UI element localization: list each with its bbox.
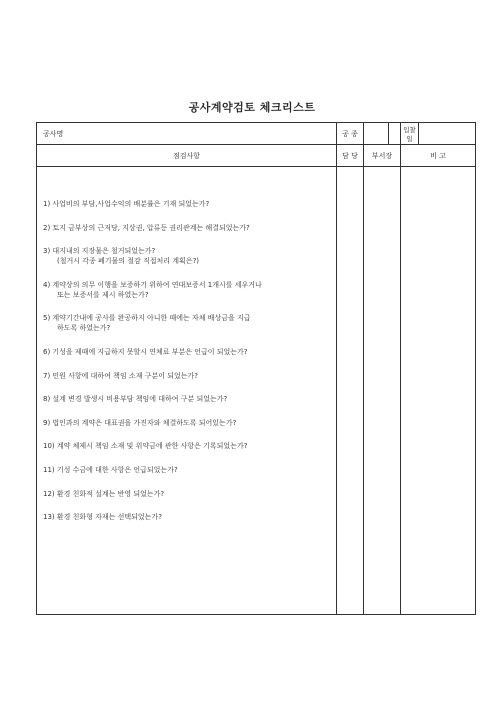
item-spacer <box>43 300 336 314</box>
check-item-subtext: (철거시 각종 폐기물의 절감 직접처리 계획은?) <box>57 257 200 266</box>
check-items-list <box>37 167 336 522</box>
department-head-label: 부서장 <box>364 145 401 167</box>
check-item <box>43 246 336 266</box>
check-item-text: 13) 환경 친화형 자재는 선택되었는가? <box>43 513 162 522</box>
check-item <box>43 512 336 522</box>
item-spacer <box>43 428 336 442</box>
header-row-project <box>37 123 476 145</box>
in-charge-label: 담 당 <box>337 145 364 167</box>
project-name-label: 공사명 <box>37 123 337 145</box>
check-item-text: 5) 계약기간내에 공사를 완공하지 아니한 때에는 자체 배상금을 지급 <box>43 314 251 323</box>
check-item-text: 9) 법인과의 계약은 대표권을 가진자와 체결하도록 되어있는가? <box>43 418 237 427</box>
spacer-cell <box>389 123 401 145</box>
check-item <box>43 371 336 381</box>
check-items-cell <box>37 167 337 615</box>
check-item <box>43 418 336 428</box>
check-item-text: 3) 대지내의 지장물은 철거되었는가? <box>43 247 156 256</box>
trade-label: 공 종 <box>337 123 364 145</box>
check-item-text: 7) 민원 사항에 대하여 책임 소재 구분이 되었는가? <box>43 371 198 380</box>
remarks-cell <box>401 167 476 615</box>
check-item-subtext: 하도록 하였는가? <box>57 324 111 333</box>
item-spacer <box>43 333 336 347</box>
date-label: 입찰일 <box>401 123 419 145</box>
body-row <box>37 167 476 615</box>
item-spacer <box>43 451 336 465</box>
department-head-cell <box>364 167 401 615</box>
check-item <box>43 394 336 404</box>
trade-value <box>364 123 389 145</box>
check-item <box>43 223 336 233</box>
item-spacer <box>43 381 336 395</box>
check-item-text: 6) 기성을 제때에 지급하지 못할시 연체료 부분은 언급이 되었는가? <box>43 347 248 356</box>
item-spacer <box>43 266 336 280</box>
item-spacer <box>43 475 336 489</box>
check-item-text: 11) 기성 수금에 대한 사항은 언급되었는가? <box>43 465 178 474</box>
check-item-text: 8) 설계 변경 발생시 비용부담 책임에 대하여 구분 되었는가? <box>43 395 228 404</box>
check-item <box>43 465 336 475</box>
check-item-text: 1) 사업비의 부담,사업수익의 배분률은 기재 되었는가? <box>43 200 210 208</box>
check-item-text: 10) 계약 체제시 책임 소재 및 위약금에 관한 사항은 기록되었는가? <box>43 442 248 451</box>
item-spacer <box>43 357 336 371</box>
item-spacer <box>43 404 336 418</box>
item-spacer <box>43 209 336 223</box>
in-charge-cell <box>337 167 364 615</box>
item-spacer <box>43 499 336 513</box>
checklist-table <box>36 122 476 615</box>
check-item <box>43 347 336 357</box>
remarks-label: 비 고 <box>401 145 476 167</box>
header-row-columns <box>37 145 476 167</box>
date-value <box>419 123 476 145</box>
check-item <box>43 199 336 209</box>
page-title: 공사계약검토 체크리스트 <box>188 101 316 114</box>
check-item <box>43 313 336 333</box>
check-items-label: 점검사항 <box>37 145 337 167</box>
check-item <box>43 441 336 451</box>
check-item-subtext: 또는 보증서를 제시 하였는가? <box>57 290 149 299</box>
item-spacer <box>43 233 336 247</box>
check-item-text: 2) 토지 금부상의 근저당, 지상권, 압류등 권리관계는 해결되었는가? <box>43 223 250 232</box>
check-item <box>43 489 336 499</box>
check-item-text: 4) 계약상의 의무 이행을 보증하기 위하여 연대보증서 1개시를 세우거나 <box>43 280 262 289</box>
check-item-text: 12) 환경 친화적 설계는 반영 되었는가? <box>43 489 165 498</box>
check-item <box>43 280 336 300</box>
